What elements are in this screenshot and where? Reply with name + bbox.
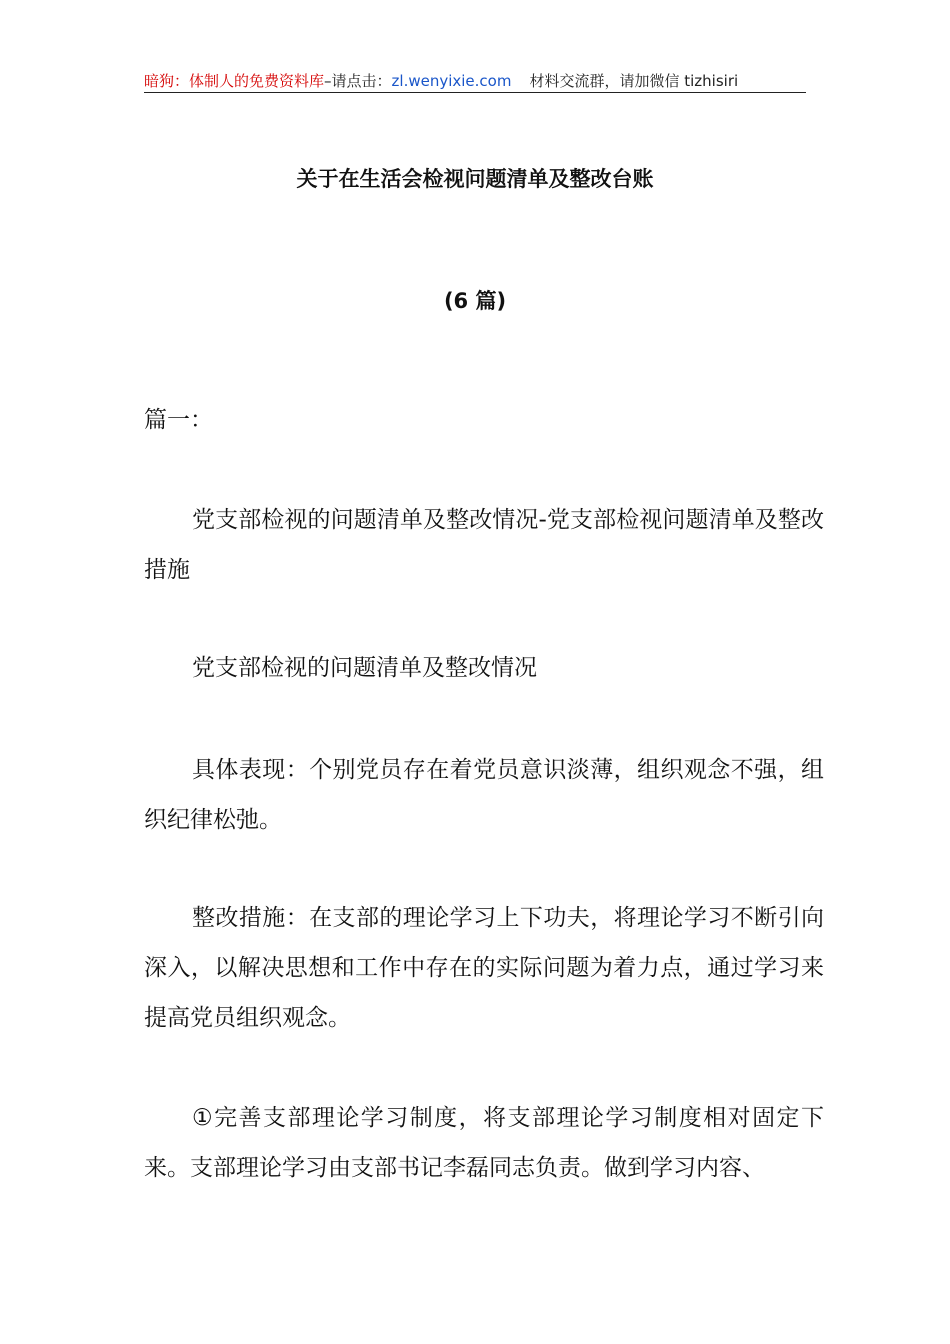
page-header (144, 70, 806, 93)
paragraph-2: 党支部检视的问题清单及整改情况 (192, 655, 537, 681)
header-click-prompt: –请点击： (324, 72, 392, 90)
header-url-link[interactable]: zl.wenyixie.com (391, 72, 512, 90)
header-group-note: 材料交流群，请加微信 tizhisiri (529, 72, 739, 90)
paragraph-4: 整改措施：在支部的理论学习上下功夫，将理论学习不断引向深入，以解决思想和工作中存在的实际问题为着力点，通过学习来提高党员组织观念。 (144, 905, 824, 1031)
document-subtitle: (6 篇) (443, 289, 507, 313)
paragraph-1: 党支部检视的问题清单及整改情况-党支部检视问题清单及整改措施 (144, 507, 824, 583)
paragraph-3: 具体表现：个别党员存在着党员意识淡薄，组织观念不强，组织纪律松弛。 (144, 757, 824, 833)
header-site-name: 暗狗：体制人的免费资料库 (144, 72, 325, 90)
paragraph-5: ①完善支部理论学习制度，将支部理论学习制度相对固定下来。支部理论学习由支部书记李磊同志负责。做到学习内容、 (144, 1105, 824, 1181)
document-title: 关于在生活会检视问题清单及整改台账 (296, 167, 654, 191)
section-label: 篇一： (144, 407, 213, 433)
